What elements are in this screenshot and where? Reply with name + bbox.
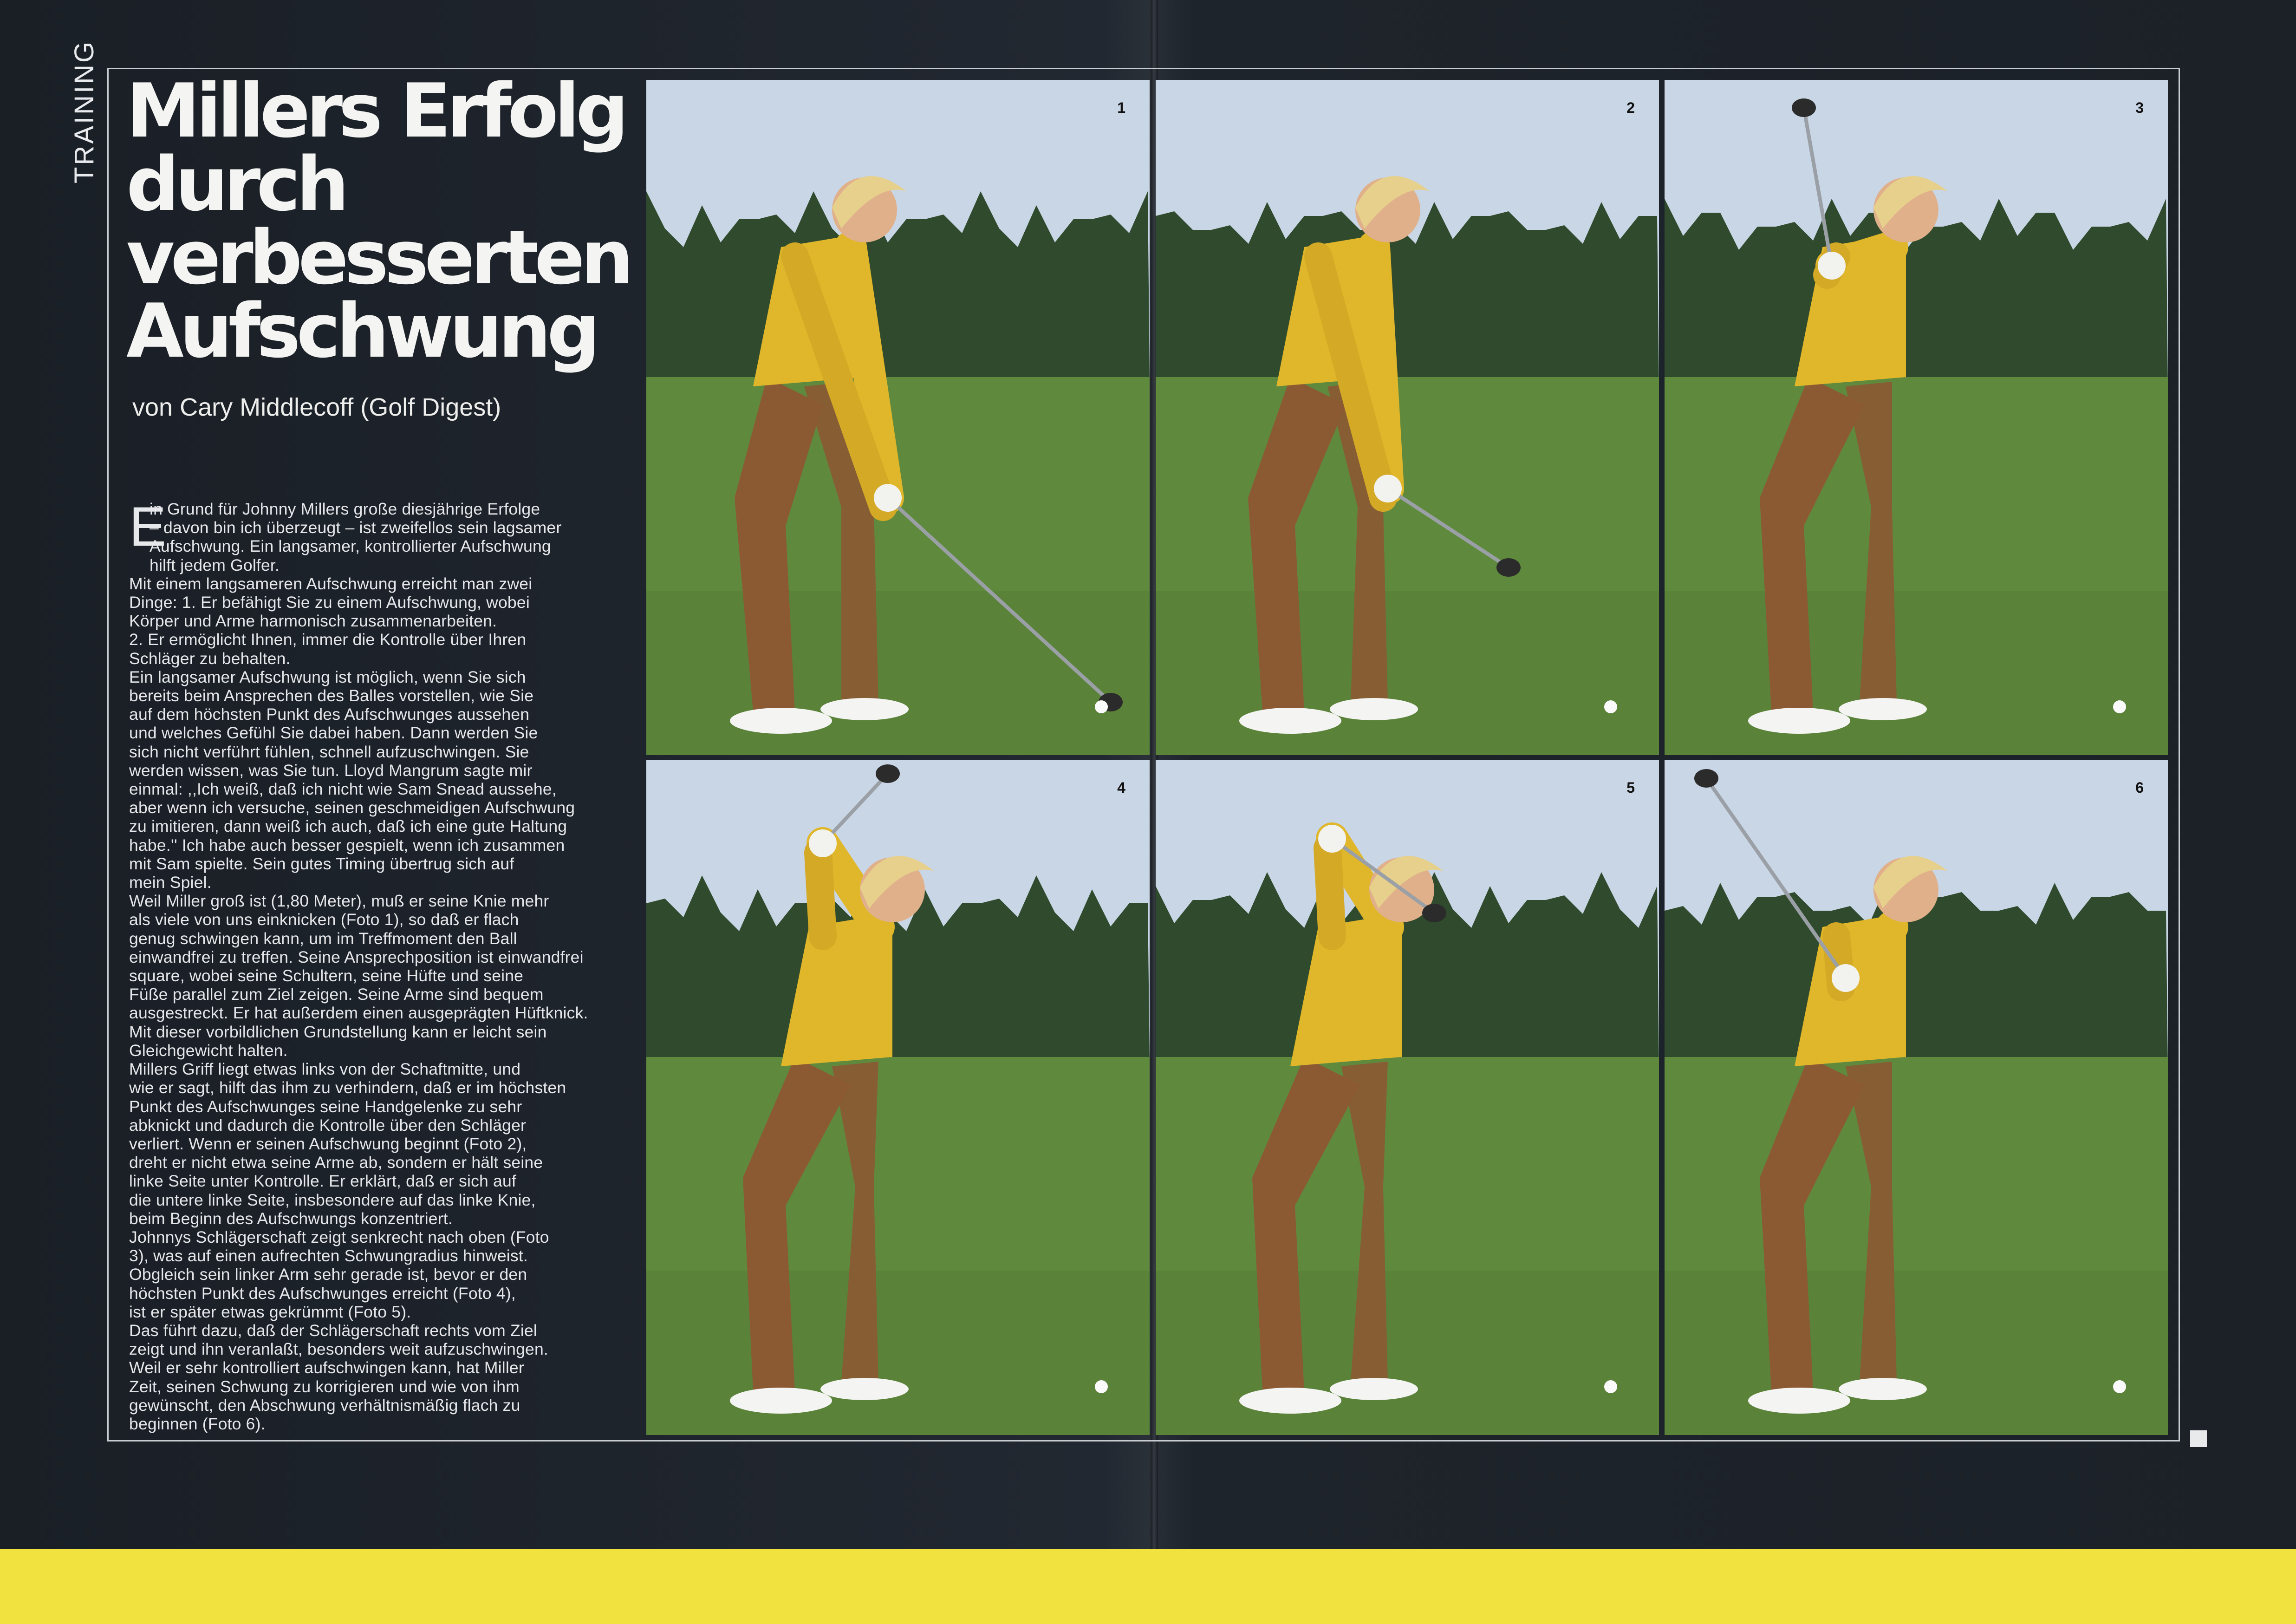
foreground-grass	[1665, 1271, 2168, 1435]
title-line: durch	[126, 141, 345, 228]
body-line: beginnen (Foto 6).	[129, 1414, 266, 1433]
photo-number: 5	[1626, 779, 1635, 796]
shoe	[1239, 1388, 1341, 1414]
shoe	[1839, 1378, 1927, 1400]
body-line: und welches Gefühl Sie dabei haben. Dann werden Sie	[129, 724, 538, 743]
body-line: verliert. Wenn er seinen Aufschwung beginnt (Foto 2),	[129, 1134, 527, 1153]
body-line: Mit dieser vorbildlichen Grundstellung kann er leicht sein	[129, 1022, 547, 1041]
golf-ball	[1095, 700, 1108, 713]
body-line: abknickt und dadurch die Kontrolle über den Schläger	[129, 1115, 527, 1135]
drop-cap: E	[129, 496, 167, 558]
photo-number: 3	[2135, 99, 2144, 116]
photo-number: 6	[2135, 779, 2144, 796]
body-line: Füße parallel zum Ziel zeigen. Seine Arme sind bequem	[129, 985, 544, 1004]
body-line: höchsten Punkt des Aufschwunges erreicht (Foto 4),	[129, 1284, 516, 1303]
foreground-grass	[1665, 591, 2168, 755]
title-line: Aufschwung	[126, 287, 596, 374]
golf-swing-photo	[646, 80, 1150, 755]
photo-number: 4	[1117, 779, 1125, 796]
shoe	[1748, 708, 1850, 734]
shoe	[1330, 1378, 1418, 1400]
golf-ball	[2113, 1380, 2126, 1393]
golf-swing-photo	[1665, 760, 2168, 1435]
body-line: die untere linke Seite, insbesondere auf das linke Knie,	[129, 1190, 536, 1209]
body-line: auf dem höchsten Punkt des Aufschwunges aussehen	[129, 705, 530, 724]
golf-club-head	[1694, 769, 1718, 788]
shoe	[730, 1388, 832, 1414]
body-line: habe.'' Ich habe auch besser gespielt, wenn ich zusammen	[129, 835, 565, 854]
golf-glove	[1374, 475, 1402, 502]
body-line: Mit einem langsameren Aufschwung erreicht man zwei	[129, 574, 533, 593]
body-line: Weil Miller groß ist (1,80 Meter), muß er seine Knie mehr	[129, 892, 549, 911]
body-line: ausgestreckt. Er hat außerdem einen ausgeprägten Hüftknick.	[129, 1004, 588, 1023]
golf-glove	[874, 484, 902, 512]
body-line: gewünscht, den Abschwung verhältnismäßig flach zu	[129, 1396, 520, 1415]
swing-photo-grid	[646, 80, 2169, 1431]
swing-photo-3	[1665, 80, 2168, 755]
yellow-bottom-band	[0, 1549, 2296, 1624]
body-line: mein Spiel.	[129, 873, 212, 892]
foreground-grass	[646, 1271, 1150, 1435]
body-line: wie er sagt, hilft das ihm zu verhindern, daß er im höchsten	[129, 1078, 566, 1097]
end-of-article-mark	[2190, 1430, 2207, 1447]
swing-photo-5	[1156, 760, 1659, 1435]
arm	[818, 853, 823, 936]
shoe	[1748, 1388, 1850, 1414]
title-line: Millers Erfolg	[126, 67, 625, 154]
body-line: dreht er nicht etwa seine Arme ab, sondern er hält seine	[129, 1153, 543, 1172]
body-line: Weil er sehr kontrolliert aufschwingen kann, hat Miller	[129, 1358, 524, 1377]
photo-number: 1	[1117, 99, 1125, 116]
golf-club-head	[876, 764, 900, 783]
section-label: TRAINING	[69, 39, 99, 183]
foreground-grass	[1156, 1271, 1659, 1435]
golf-swing-photo	[1156, 80, 1659, 755]
shoe	[820, 1378, 909, 1400]
foreground-grass	[646, 591, 1150, 755]
body-line: Obgleich sein linker Arm sehr gerade ist, bevor er den	[129, 1265, 527, 1284]
body-line: Zeit, seinen Schwung zu korrigieren und wie von ihm	[129, 1377, 520, 1396]
body-line: einmal: ,,Ich weiß, daß ich nicht wie Sam Snead aussehe,	[129, 780, 557, 799]
body-line: aber wenn ich versuche, seinen geschmeidigen Aufschwung	[129, 798, 575, 817]
body-line: werden wissen, was Sie tun. Lloyd Mangrum sagte mir	[129, 761, 533, 780]
golf-club-head	[1496, 558, 1521, 577]
golf-glove	[809, 829, 837, 857]
foreground-grass	[1156, 591, 1659, 755]
body-line: linke Seite unter Kontrolle. Er erklärt, daß er sich auf	[129, 1172, 516, 1191]
body-line: Schläger zu behalten.	[129, 649, 291, 668]
body-line: beim Beginn des Aufschwungs konzentriert.	[129, 1209, 453, 1228]
shoe	[820, 698, 909, 720]
shoe	[730, 708, 832, 734]
byline: von Cary Middlecoff (Golf Digest)	[132, 393, 501, 421]
body-line: mit Sam spielte. Sein gutes Timing übertrug sich auf	[129, 854, 514, 873]
swing-photo-6	[1665, 760, 2168, 1435]
body-line: Ein langsamer Aufschwung ist möglich, wenn Sie sich	[129, 667, 526, 686]
golf-ball	[1604, 1380, 1617, 1393]
body-line: einwandfrei zu treffen. Seine Ansprechposition ist einwandfrei	[129, 947, 584, 966]
swing-photo-1	[646, 80, 1150, 755]
golf-ball	[2113, 700, 2126, 713]
body-line: sich nicht verführt fühlen, schnell aufzuschwingen. Sie	[129, 742, 529, 761]
golf-swing-photo	[1156, 760, 1659, 1435]
body-line: zeigt und ihn veranlaßt, besonders weit aufzuschwingen.	[129, 1340, 548, 1359]
body-line: Dinge: 1. Er befähigt Sie zu einem Aufschwung, wobei	[129, 593, 530, 612]
swing-photo-4	[646, 760, 1150, 1435]
golf-ball	[1095, 1380, 1108, 1393]
body-line: hilft jedem Golfer.	[150, 555, 280, 574]
body-line: ist er später etwas gekrümmt (Foto 5).	[129, 1302, 411, 1321]
shoe	[1330, 698, 1418, 720]
shoe	[1239, 708, 1341, 734]
title-line: verbesserten	[126, 214, 630, 301]
body-line: als viele von uns einknicken (Foto 1), so daß er flach	[129, 910, 519, 929]
body-line: bereits beim Ansprechen des Balles vorstellen, wie Sie	[129, 686, 534, 705]
body-line: Johnnys Schlägerschaft zeigt senkrecht nach oben (Foto	[129, 1227, 549, 1246]
swing-photo-2	[1156, 80, 1659, 755]
golf-swing-photo	[1665, 80, 2168, 755]
article-body	[129, 496, 614, 1433]
body-line: Millers Griff liegt etwas links von der Schaftmitte, und	[129, 1060, 521, 1079]
golf-glove	[1318, 825, 1346, 853]
body-line: Punkt des Aufschwunges seine Handgelenke zu sehr	[129, 1097, 522, 1116]
body-line: – davon bin ich überzeugt – ist zweifellos sein lagsamer	[150, 518, 562, 537]
body-line: zu imitieren, dann weiß ich auch, daß ich eine gute Haltung	[129, 817, 567, 836]
body-line: genug schwingen kann, um im Treffmoment den Ball	[129, 929, 517, 948]
shoe	[1839, 698, 1927, 720]
body-line: 3), was auf einen aufrechten Schwungradius hinweist.	[129, 1246, 528, 1265]
body-line: 2. Er ermöglicht Ihnen, immer die Kontrolle über Ihren	[129, 630, 527, 649]
body-line: Aufschwung. Ein langsamer, kontrollierter Aufschwung	[150, 537, 551, 556]
golf-glove	[1832, 964, 1860, 992]
photo-number: 2	[1626, 99, 1635, 116]
golf-glove	[1818, 252, 1846, 280]
body-line: Körper und Arme harmonisch zusammenarbeiten.	[129, 612, 497, 631]
body-line: square, wobei seine Schultern, seine Hüfte und seine	[129, 966, 524, 985]
golf-ball	[1604, 700, 1617, 713]
golf-club-head	[1422, 904, 1446, 922]
golf-club-head	[1792, 98, 1816, 117]
article-title	[126, 67, 651, 374]
golf-swing-photo	[646, 760, 1150, 1435]
body-line: in Grund für Johnny Millers große diesjährige Erfolge	[150, 500, 540, 518]
body-line: Das führt dazu, daß der Schlägerschaft rechts vom Ziel	[129, 1321, 537, 1340]
body-line: Gleichgewicht halten.	[129, 1041, 288, 1060]
arm	[1327, 848, 1332, 936]
